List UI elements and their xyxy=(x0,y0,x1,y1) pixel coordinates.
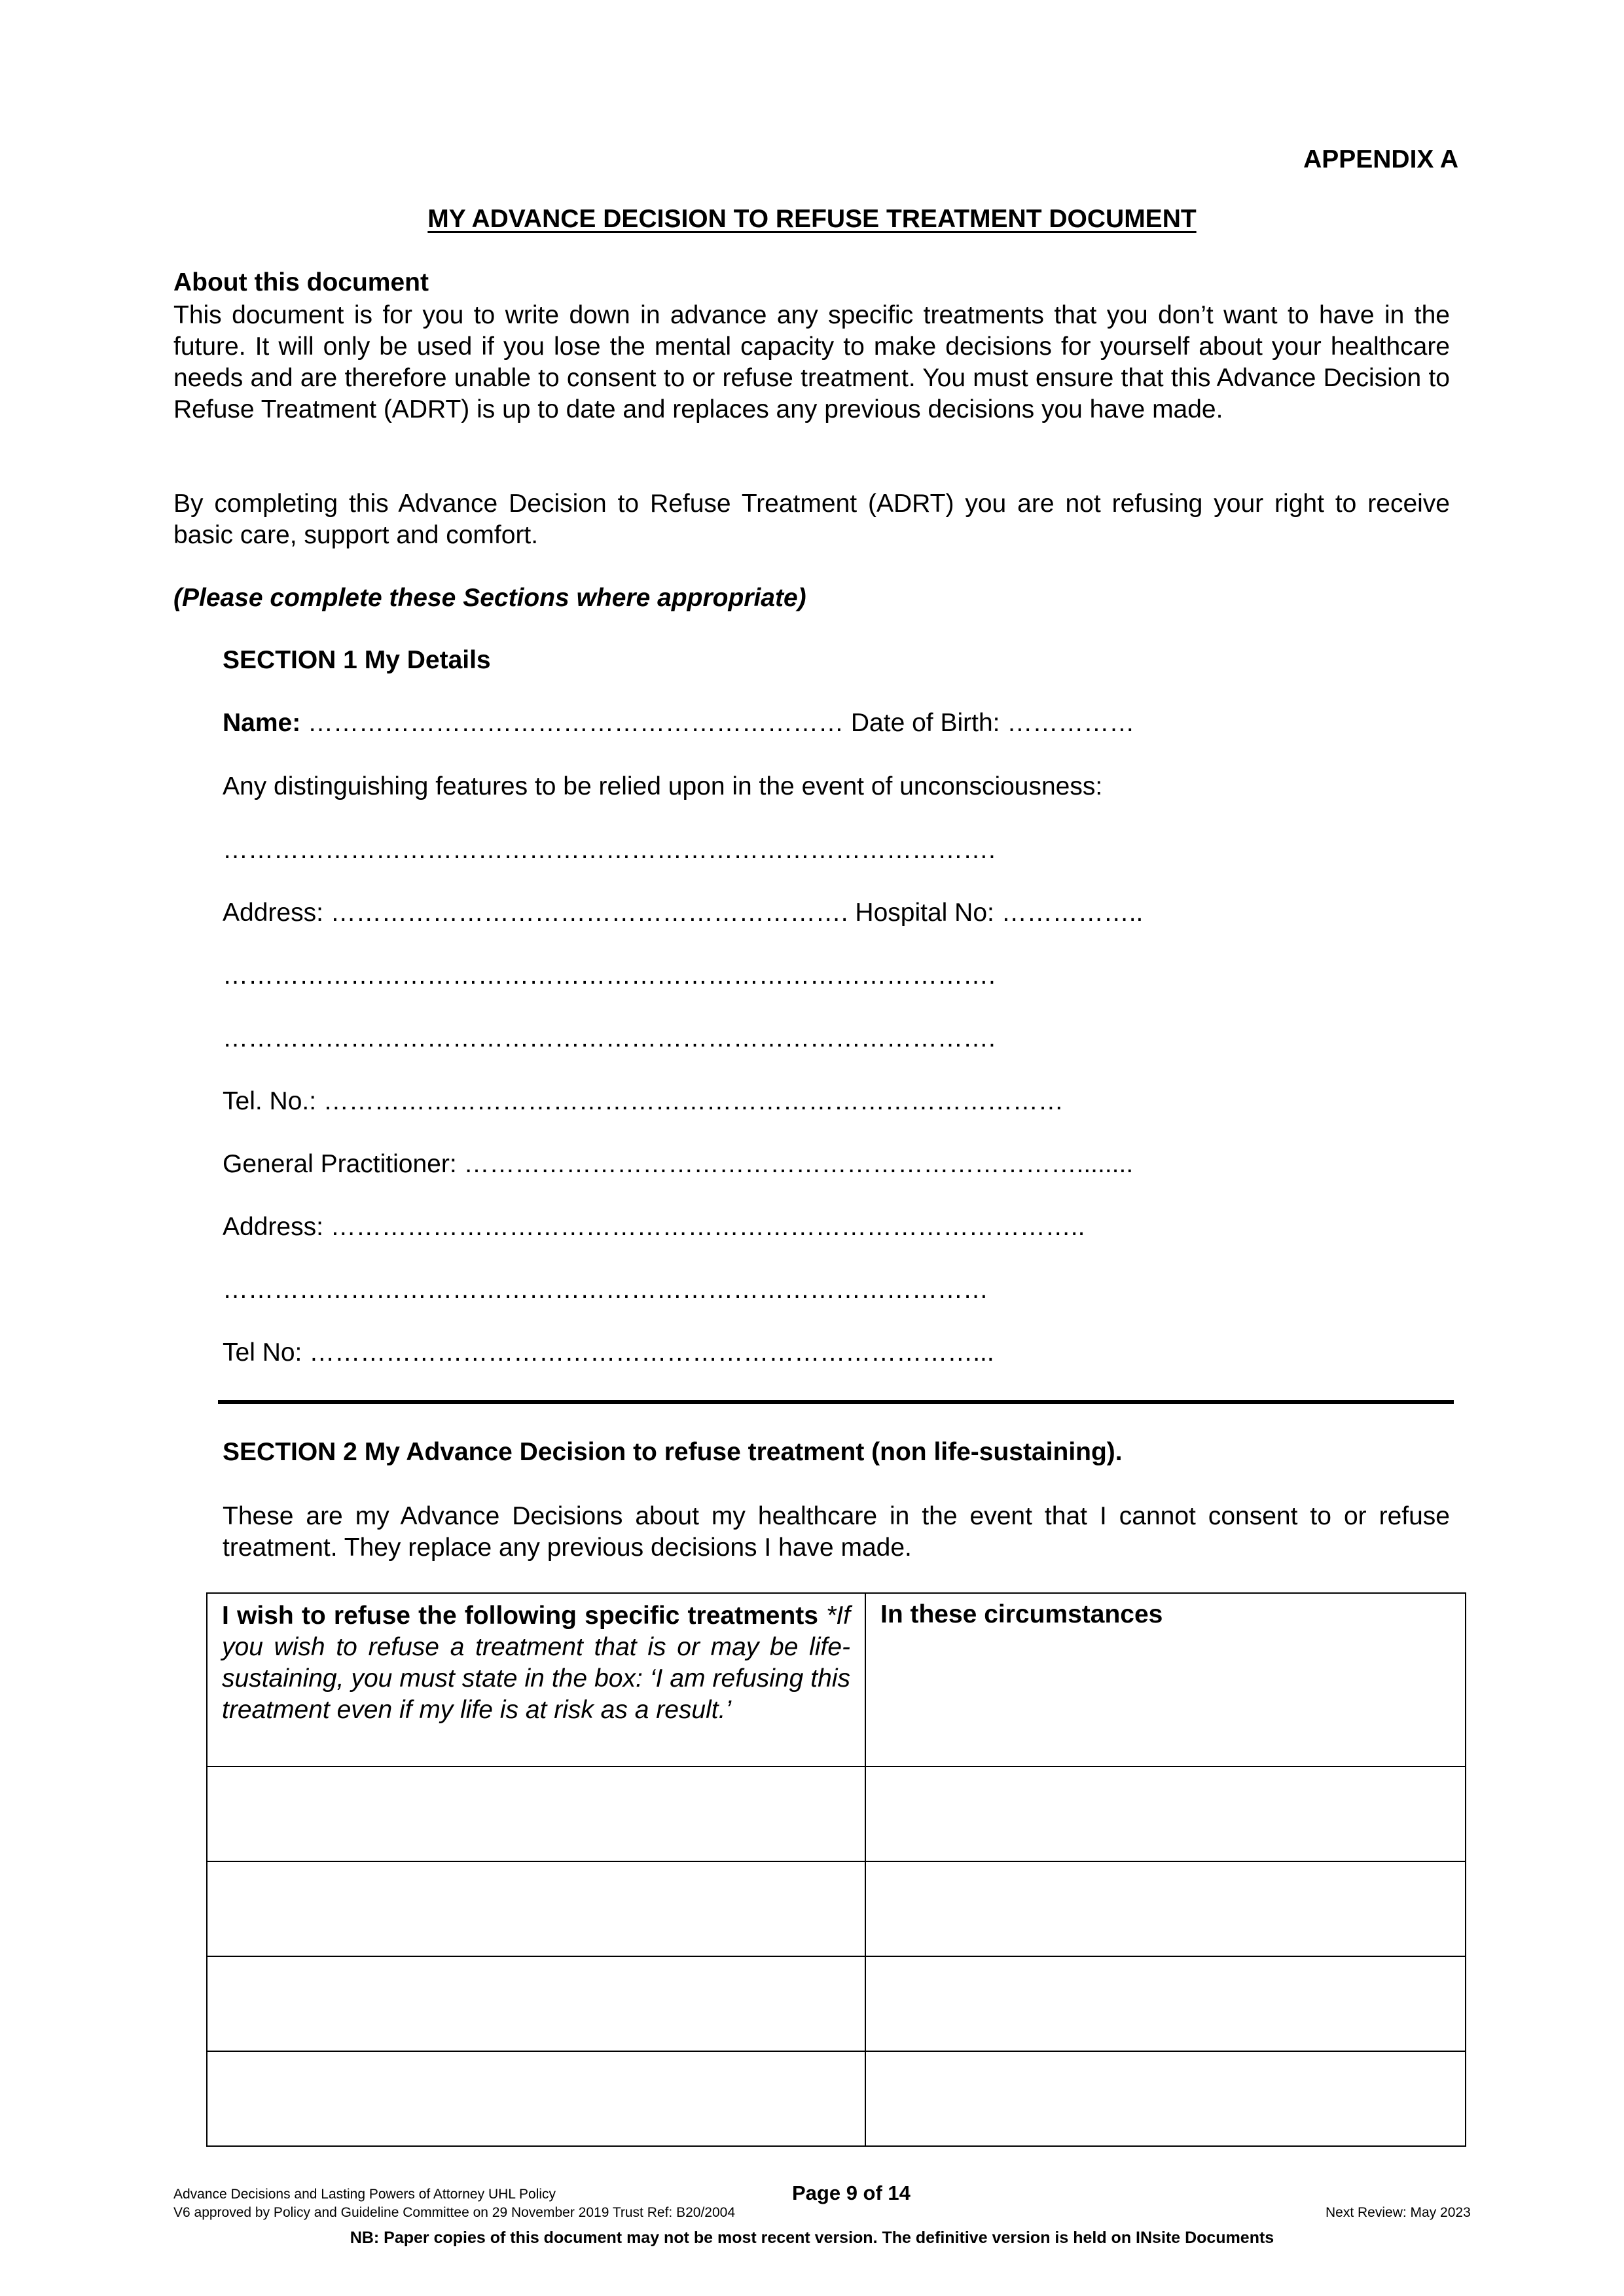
section-1-title: SECTION 1 My Details xyxy=(223,646,491,674)
table-row xyxy=(207,1861,1466,1956)
gp-row xyxy=(223,1150,1133,1179)
about-paragraph-2: By completing this Advance Decision to Refuse Treatment (ADRT) you are not refusing your right to receive basic care, support and comfort. xyxy=(173,490,1450,549)
footer-approval: V6 approved by Policy and Guideline Committee on 29 November 2019 Trust Ref: B20/2004 xyxy=(173,2205,735,2220)
hospital-no-label: Hospital No: xyxy=(855,899,994,927)
dob-label: Date of Birth: xyxy=(850,709,1000,737)
treatments-header-instruction: *If you wish to refuse a treatment that is or may be life-sustaining, you must state in the box: ‘I am refusing this treatment even if my life is at risk as a result.’ xyxy=(222,1602,851,1724)
gp-tel-row xyxy=(223,1338,994,1367)
address-line-3-field[interactable]: ………………………………………………………………………………. xyxy=(223,1024,996,1052)
document-title: MY ADVANCE DECISION TO REFUSE TREATMENT DOCUMENT xyxy=(427,205,1197,233)
address-line-2-field[interactable]: ………………………………………………………………………………. xyxy=(223,961,996,990)
tel-field[interactable]: …………………………………………………………………………… xyxy=(316,1087,1064,1115)
footer-page-number: Page 9 of 14 xyxy=(792,2181,911,2204)
gp-label: General Practitioner: xyxy=(223,1150,457,1178)
gp-address-line-2-field[interactable]: ……………………………………………………………………………… xyxy=(223,1276,988,1304)
circumstances-cell[interactable] xyxy=(865,2051,1466,2146)
distinguishing-features-label: Any distinguishing features to be relied upon in the event of unconsciousness: xyxy=(223,772,1103,800)
completion-note: (Please complete these Sections where appropriate) xyxy=(173,584,806,612)
name-field[interactable]: ……………………………………………………… xyxy=(300,709,851,737)
circumstances-cell[interactable] xyxy=(865,1956,1466,2051)
table-header-treatments xyxy=(207,1593,865,1767)
about-paragraph-1: This document is for you to write down in advance any specific treatments that you don’t want to have in the future. It will only be used if you lose the mental capacity to make decisions for yourself about your healthcare needs and are therefore unable to consent to or refuse treatment. You must ensure that this Advance Decision to Refuse Treatment (ADRT) is up to date and replaces any previous decisions you have made. xyxy=(173,301,1450,423)
treatment-cell[interactable] xyxy=(207,1767,865,1861)
gp-address-row xyxy=(223,1213,1085,1242)
address-field[interactable]: ……………………………………………………. xyxy=(323,899,856,927)
gp-tel-field[interactable]: ……………………………………………………………………... xyxy=(302,1338,994,1367)
treatments-header-bold: I wish to refuse the following specific treatments xyxy=(222,1602,818,1630)
table-header-row xyxy=(207,1593,1466,1767)
name-row xyxy=(223,709,1134,738)
hospital-no-field[interactable]: …………….. xyxy=(994,899,1144,927)
treatment-cell[interactable] xyxy=(207,1956,865,2051)
section-2-title: SECTION 2 My Advance Decision to refuse treatment (non life-sustaining). xyxy=(223,1438,1123,1466)
refusal-table xyxy=(206,1592,1466,2147)
treatment-cell[interactable] xyxy=(207,1861,865,1956)
gp-tel-label: Tel No: xyxy=(223,1338,302,1367)
tel-label: Tel. No.: xyxy=(223,1087,317,1115)
address-row xyxy=(223,899,1143,927)
table-row xyxy=(207,1767,1466,1861)
gp-address-field[interactable]: …………………………………………………………………………….. xyxy=(323,1213,1085,1241)
distinguishing-features-field[interactable]: ………………………………………………………………………………. xyxy=(223,836,996,864)
footer-nb-notice: NB: Paper copies of this document may not be most recent version. The definitive version is held on INsite Documents xyxy=(350,2229,1274,2247)
section-divider xyxy=(218,1400,1454,1404)
name-label: Name: xyxy=(223,709,301,737)
footer-policy: Advance Decisions and Lasting Powers of Attorney UHL Policy xyxy=(173,2187,556,2202)
gp-address-label: Address: xyxy=(223,1213,323,1241)
section-2-paragraph: These are my Advance Decisions about my healthcare in the event that I cannot consent to or refuse treatment. They replace any previous decisions I have made. xyxy=(223,1502,1450,1562)
footer-next-review: Next Review: May 2023 xyxy=(1326,2205,1471,2220)
gp-field[interactable]: ………………………………………………………………........ xyxy=(456,1150,1134,1178)
table-row xyxy=(207,1956,1466,2051)
dob-field[interactable]: …………… xyxy=(1000,709,1135,737)
circumstances-cell[interactable] xyxy=(865,1767,1466,1861)
table-row xyxy=(207,2051,1466,2146)
address-label: Address: xyxy=(223,899,323,927)
circumstances-cell[interactable] xyxy=(865,1861,1466,1956)
treatment-cell[interactable] xyxy=(207,2051,865,2146)
tel-row xyxy=(223,1087,1064,1116)
appendix-label: APPENDIX A xyxy=(1303,145,1458,173)
table-header-circumstances: In these circumstances xyxy=(865,1593,1466,1767)
about-heading: About this document xyxy=(173,268,429,296)
